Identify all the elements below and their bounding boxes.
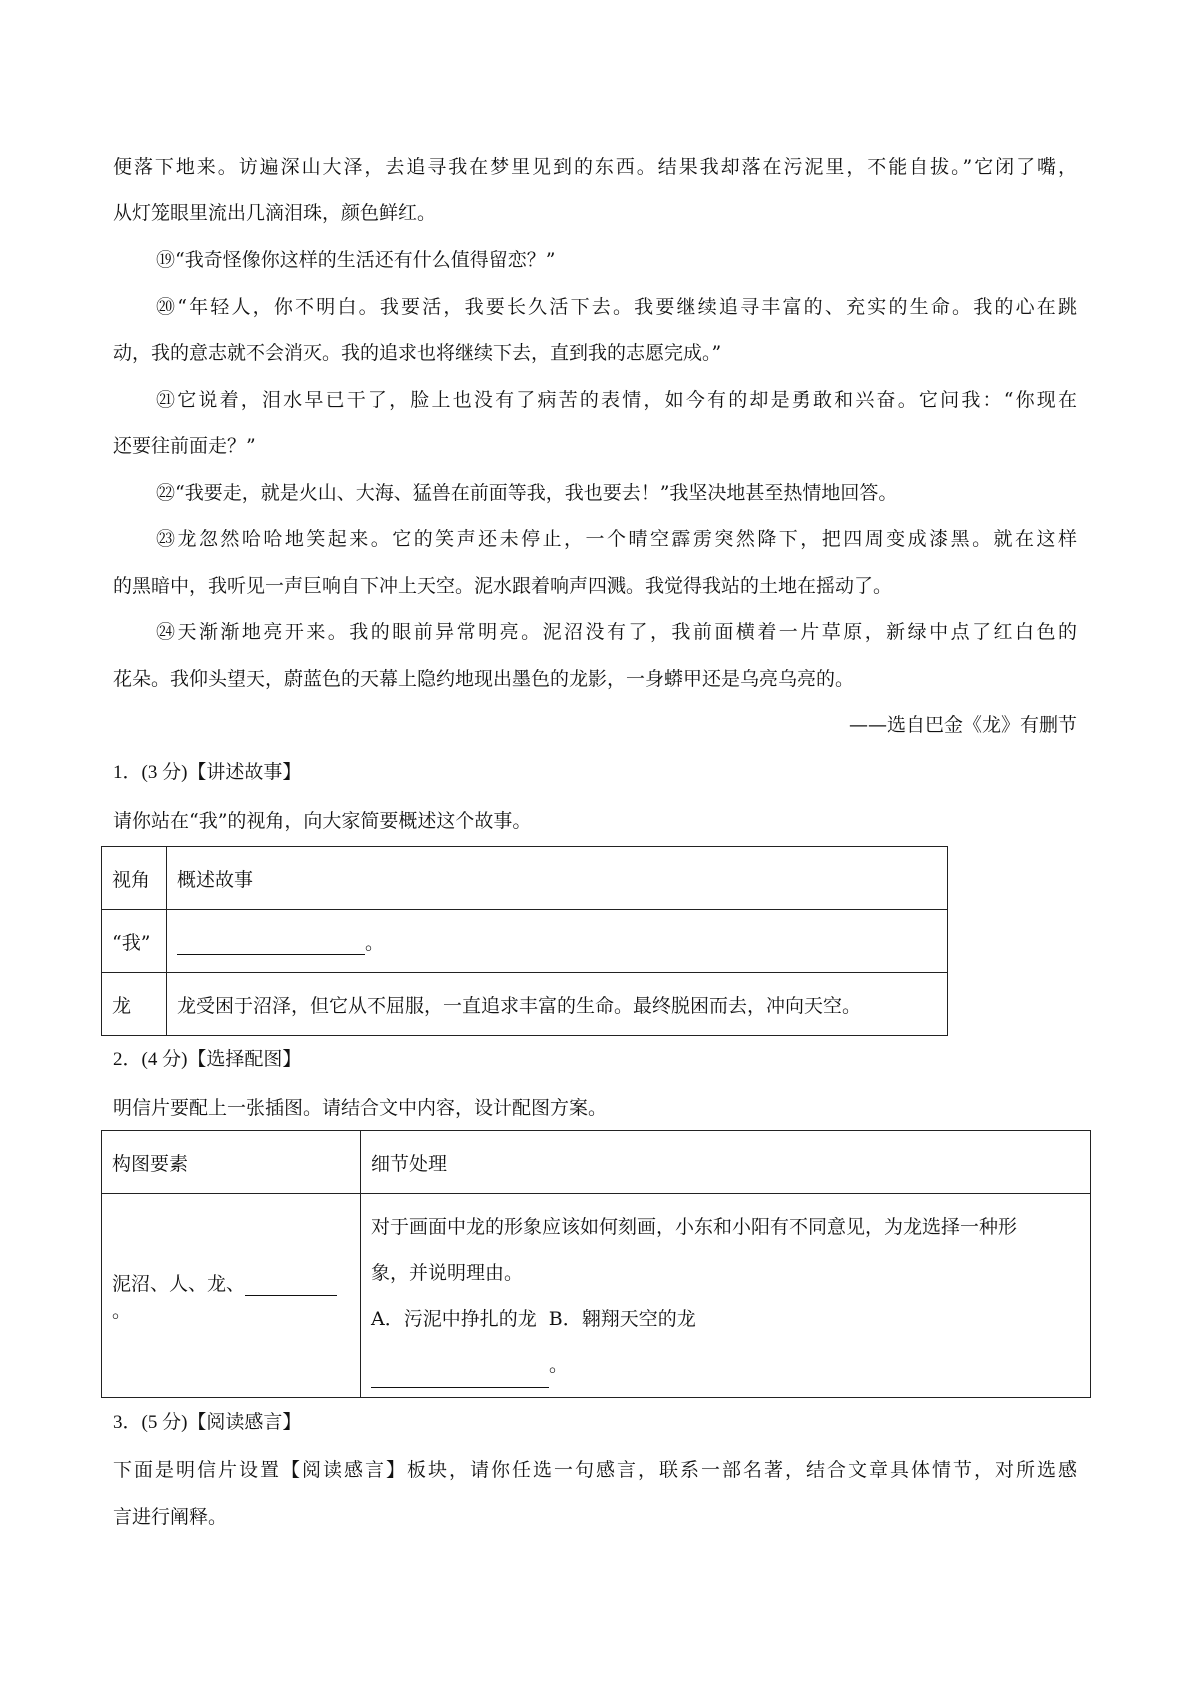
q3-header: 3．(5 分)【阅读感言】 [113,1412,302,1433]
q1-table [101,846,948,1036]
q1-row2-label: 龙 [102,973,167,1036]
passage-line: 便落下地来。访遍深山大泽，去追寻我在梦里见到的东西。结果我却落在污泥里，不能自拔。”它闭了嘴， [113,156,1077,178]
q1-row1-label: “我” [102,910,167,973]
q1-row1-suffix: 。 [365,931,385,954]
q2-answer-line [371,1342,1080,1388]
paragraph-22: ㉒“我要走，就是火山、大海、猛兽在前面等我，我也要去！”我坚决地甚至热情地回答。 [156,482,898,504]
q2-detail-line1: 对于画面中龙的形象应该如何刻画，小东和小阳有不同意见，为龙选择一种形 [371,1215,1018,1238]
passage-line: 从灯笼眼里流出几滴泪珠，颜色鲜红。 [113,202,437,224]
q2-header: 2．(4 分)【选择配图】 [113,1049,302,1070]
q1-header: 1．(3 分)【讲述故事】 [113,762,302,783]
paragraph-20-line1: ⑳“年轻人，你不明白。我要活，我要长久活下去。我要继续追寻丰富的、充实的生命。我的心在跳 [156,296,1077,318]
source-attribution: ——选自巴金《龙》有删节 [848,714,1077,736]
q2-options: A．污泥中挣扎的龙 B．翱翔天空的龙 [371,1307,696,1330]
q2-elements-prefix: 泥沼、人、龙、 [112,1272,246,1295]
q2-col2-header: 细节处理 [361,1131,1091,1194]
q2-answer-blank[interactable] [371,1367,549,1388]
q1-col2-header: 概述故事 [167,847,948,910]
q2-elements-blank[interactable] [245,1275,337,1296]
paragraph-21-line1: ㉑它说着，泪水早已干了，脸上也没有了病苦的表情，如今有的却是勇敢和兴奋。它问我：“你现在 [156,389,1077,411]
q2-elements-cell [102,1194,361,1398]
q3-prompt-line1: 下面是明信片设置【阅读感言】板块，请你任选一句感言，联系一部名著，结合文章具体情节，对所选感 [113,1459,1077,1481]
q2-answer-suffix: 。 [549,1353,569,1376]
paragraph-19: ⑲“我奇怪像你这样的生活还有什么值得留恋？” [156,249,556,271]
q2-prompt: 明信片要配上一张插图。请结合文中内容，设计配图方案。 [113,1097,608,1119]
paragraph-23-line2: 的黑暗中，我听见一声巨响自下冲上天空。泥水跟着响声四溅。我觉得我站的土地在摇动了。 [113,575,893,597]
q2-elements-suffix: 。 [112,1299,132,1322]
paragraph-24-line2: 花朵。我仰头望天，蔚蓝色的天幕上隐约地现出墨色的龙影，一身蟒甲还是乌亮乌亮的。 [113,668,855,690]
q2-detail-line2: 象，并说明理由。 [371,1261,524,1284]
q2-col1-header: 构图要素 [102,1131,361,1194]
paragraph-20-line2: 动，我的意志就不会消灭。我的追求也将继续下去，直到我的志愿完成。” [113,342,722,364]
q1-row2-text: 龙受困于沼泽，但它从不屈服，一直追求丰富的生命。最终脱困而去，冲向天空。 [167,973,948,1036]
q2-table [101,1130,1091,1398]
q1-col1-header: 视角 [102,847,167,910]
paragraph-23-line1: ㉓龙忽然哈哈地笑起来。它的笑声还未停止，一个晴空霹雳突然降下，把四周变成漆黑。就在这样 [156,528,1077,550]
q2-detail-cell [361,1194,1091,1398]
q3-prompt-line2: 言进行阐释。 [113,1506,228,1528]
paragraph-21-line2: 还要往前面走？” [113,435,256,457]
q1-prompt: 请你站在“我”的视角，向大家简要概述这个故事。 [113,810,532,832]
paragraph-24-line1: ㉔天渐渐地亮开来。我的眼前异常明亮。泥沼没有了，我前面横着一片草原，新绿中点了红白色的 [156,621,1077,643]
q1-row1-answer-cell [167,910,948,973]
q1-answer-blank[interactable] [177,934,365,955]
